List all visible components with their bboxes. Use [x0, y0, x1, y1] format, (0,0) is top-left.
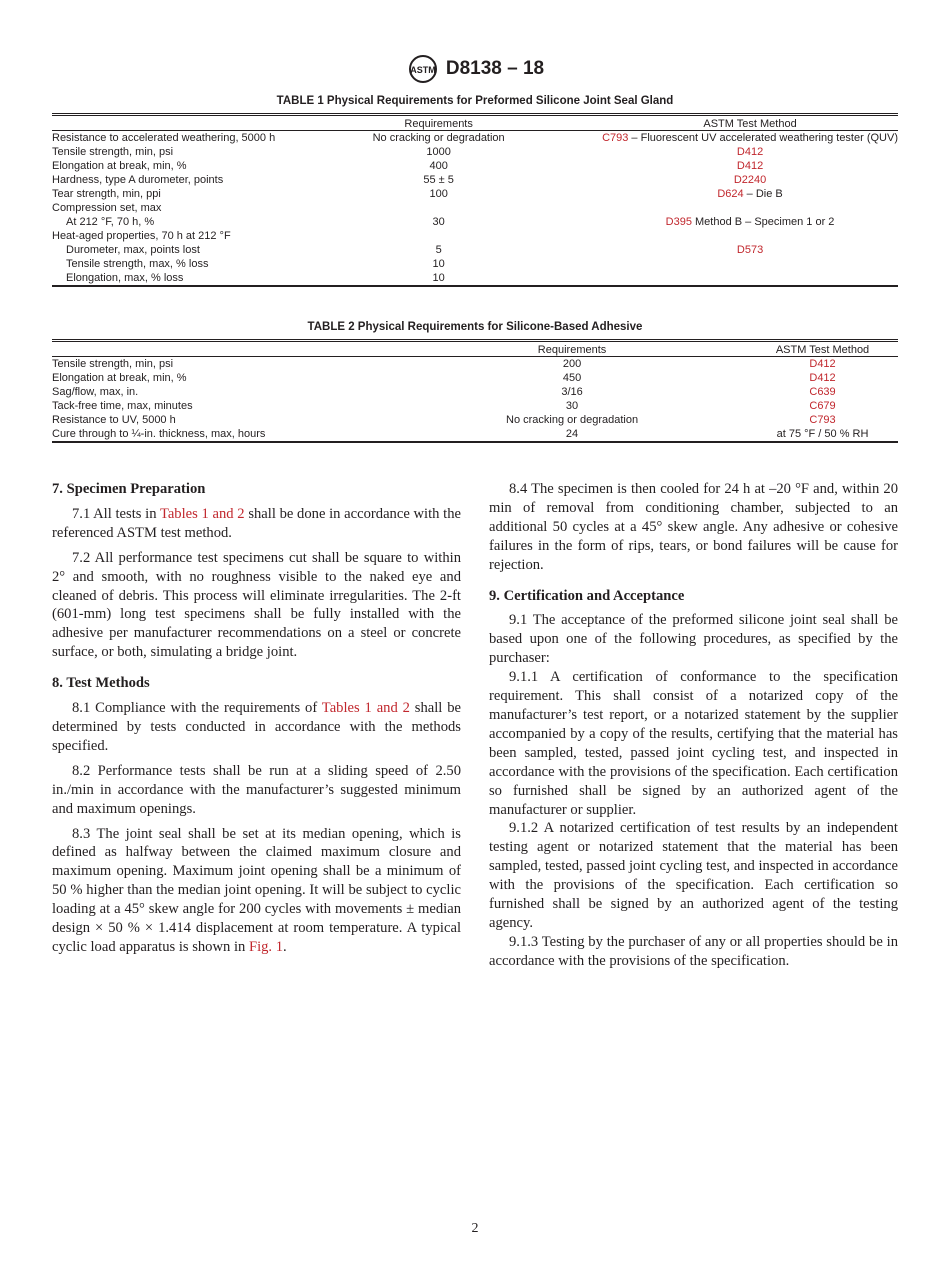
method-text: – Die B — [743, 188, 783, 200]
table-header — [52, 115, 275, 131]
row-label: Compression set, max — [52, 202, 162, 214]
row-label: Resistance to accelerated weathering, 5000 h — [52, 132, 276, 144]
paragraph: 9.1 The acceptance of the preformed silicone joint seal shall be based upon one of the following procedures, as specified by the purchaser: — [489, 612, 898, 667]
standard-link[interactable]: C793 — [809, 414, 836, 426]
table2-title: TABLE 2 Physical Requirements for Silicone-Based Adhesive — [307, 321, 643, 333]
section-heading: 8. Test Methods — [52, 675, 150, 692]
text: 8.1 Compliance with the requirements of — [72, 700, 322, 717]
test-method — [602, 271, 898, 286]
table-row — [52, 215, 898, 229]
paragraph: 9.1.1 A certification of conformance to the specification requirement. This shall consist of a notarized copy of the manufacturer’s test report, or a notarized statement by the supplier accompanied by a copy of the results, certifying that the material has been sampled, tested, passed joint cycling test, and inspected in accordance with the provisions of the specification. Each certification so furnished shall be signed by an authorized agent of the manufacturer or supplier. — [489, 669, 898, 818]
requirement-value: 30 — [565, 400, 579, 412]
test-method — [747, 371, 898, 385]
row-label: Cure through to ¼-in. thickness, max, hours — [52, 427, 397, 442]
left-column — [52, 480, 461, 963]
table-row — [52, 399, 898, 413]
test-method — [602, 131, 898, 146]
paragraph — [52, 699, 461, 756]
requirement-value: 30 — [432, 216, 445, 228]
row-label: Tack-free time, max, minutes — [52, 400, 193, 412]
table-header: Requirements — [275, 115, 602, 131]
row-label: Resistance to UV, 5000 h — [52, 414, 176, 426]
standard-link[interactable]: D412 — [736, 160, 764, 172]
paragraph: 9.1.2 A notarized certification of test results by an independent testing agent or notarized statement that the material has been sampled, tested, passed joint cycling test, and inspected in accordance with the provisions of the specification. Each certification so furnished shall be signed by an authorized agent of the testing agency. — [489, 820, 898, 931]
tables-link[interactable]: Tables 1 and 2 — [159, 505, 245, 522]
standard-link[interactable]: C679 — [809, 400, 836, 412]
test-method — [602, 159, 898, 173]
row-label: Elongation at break, min, % — [52, 372, 187, 384]
standard-link[interactable]: D395 — [665, 216, 692, 228]
requirement-value — [275, 201, 602, 215]
test-method — [747, 427, 898, 442]
row-label: Elongation at break, min, % — [52, 160, 187, 172]
method-text: at 75 °F / 50 % RH — [776, 428, 869, 440]
figure-link[interactable]: Fig. 1 — [248, 938, 284, 955]
table1 — [52, 113, 898, 287]
row-label: Tensile strength, min, psi — [52, 146, 174, 158]
test-method — [602, 173, 898, 187]
row-label: Hardness, type A durometer, points — [52, 174, 224, 186]
document-header — [0, 54, 950, 84]
text: 8.3 The joint seal shall be set at its median opening, which is defined as halfway between the claimed maximum closure and maximum opening. Maximum joint opening shall be a minimum of 50 % higher than the median joint opening. It will be subject to cyclic loading at a 45° skew angle for 200 cycles with movements ± median design × 50 % × 1.414 displacement at room temperature. A typical cyclic load apparatus is shown in — [52, 825, 461, 955]
table-row — [52, 357, 898, 372]
table-row — [52, 131, 898, 146]
table-row — [52, 201, 898, 215]
standard-link[interactable]: C793 — [602, 132, 629, 144]
page-number: 2 — [471, 1221, 479, 1236]
test-method — [747, 385, 898, 399]
table-row — [52, 187, 898, 201]
requirement-value: 3/16 — [561, 386, 583, 398]
right-column — [489, 480, 898, 977]
requirement-value: 1000 — [426, 146, 451, 158]
table-row — [52, 145, 898, 159]
row-label: Tensile strength, min, psi — [52, 358, 174, 370]
row-label: At 212 °F, 70 h, % — [66, 216, 155, 228]
svg-text:ASTM: ASTM — [410, 65, 436, 75]
row-label: Heat-aged properties, 70 h at 212 °F — [52, 230, 231, 242]
test-method — [602, 187, 898, 201]
table-row — [52, 159, 898, 173]
paragraph: 7.2 All performance test specimens cut shall be square to within 2° and smooth, with no roughness visible to the naked eye and cleaned of debris. This process will eliminate irregularities. The 2-ft (601-mm) long test specimens shall be fully installed with the adhesive per manufacturer recommendations on a steel or concrete surface, or both, simulating a bridge joint. — [52, 549, 461, 661]
text: 7.1 All tests in — [72, 505, 160, 522]
requirement-value: No cracking or degradation — [372, 132, 505, 144]
text: shall be determined by tests conducted in accordance with the methods specified. — [52, 700, 462, 754]
table-header: ASTM Test Method — [747, 341, 898, 357]
requirement-value — [275, 229, 602, 243]
table-row — [52, 243, 898, 257]
test-method — [602, 257, 898, 271]
text: shall be done in accordance with the referenced ASTM test method. — [52, 505, 461, 541]
requirement-value: No cracking or degradation — [506, 414, 639, 426]
section-heading: 7. Specimen Preparation — [52, 481, 206, 497]
requirement-value: 5 — [435, 244, 442, 256]
paragraph — [52, 825, 461, 957]
table-header — [52, 341, 397, 357]
row-label: Tear strength, min, ppi — [52, 188, 161, 200]
table-row — [52, 257, 898, 271]
row-label: Tensile strength, max, % loss — [66, 258, 209, 270]
tables-link[interactable]: Tables 1 and 2 — [321, 700, 410, 717]
section-heading: 9. Certification and Acceptance — [489, 587, 685, 604]
table-row — [52, 229, 898, 243]
requirement-value: 200 — [562, 358, 582, 370]
table1-title: TABLE 1 Physical Requirements for Preformed Silicone Joint Seal Gland — [276, 95, 674, 107]
paragraph: 8.4 The specimen is then cooled for 24 h at –20 °F and, within 20 min of removal from conditioning chamber, subjected to an additional 50 cycles at a 45° skew angle. Any adhesive or cohesive failures in the form of rips, tears, or bond failures will be cause for rejection. — [489, 481, 898, 573]
row-label: Elongation, max, % loss — [52, 271, 275, 286]
table-row — [52, 271, 898, 286]
test-method — [602, 145, 898, 159]
table-header: ASTM Test Method — [602, 115, 898, 131]
standard-link[interactable]: D412 — [736, 146, 764, 158]
row-label: Sag/flow, max, in. — [52, 386, 139, 398]
requirement-value: 10 — [275, 271, 602, 286]
test-method — [747, 413, 898, 427]
requirement-value: 55 ± 5 — [423, 174, 454, 186]
method-text: – Fluorescent UV accelerated weathering tester (QUV) — [628, 132, 898, 144]
test-method — [602, 201, 898, 215]
designation: D8138 – 18 — [445, 58, 545, 80]
test-method — [602, 215, 898, 229]
test-method — [747, 399, 898, 413]
requirement-value: 24 — [397, 427, 747, 442]
test-method — [602, 243, 898, 257]
astm-logo-icon — [406, 54, 440, 84]
text: . — [283, 938, 287, 955]
row-label: Durometer, max, points lost — [66, 244, 200, 256]
paragraph: 8.2 Performance tests shall be run at a sliding speed of 2.50 in./min in accordance with the manufacturer’s suggested minimum and maximum openings. — [52, 762, 461, 817]
standard-link[interactable]: D2240 — [733, 174, 767, 186]
test-method — [747, 357, 898, 372]
standard-link[interactable]: D573 — [736, 244, 764, 256]
table-header: Requirements — [397, 341, 747, 357]
paragraph — [52, 505, 461, 543]
table-row — [52, 371, 898, 385]
standard-link[interactable]: D412 — [809, 358, 836, 370]
requirement-value: 10 — [432, 258, 445, 270]
table-row — [52, 413, 898, 427]
table-row — [52, 173, 898, 187]
requirement-value: 450 — [562, 372, 582, 384]
standard-link[interactable]: C639 — [809, 386, 836, 398]
requirement-value: 100 — [429, 188, 448, 200]
table-row — [52, 385, 898, 399]
standard-link[interactable]: D412 — [809, 372, 836, 384]
test-method — [602, 229, 898, 243]
table2 — [52, 339, 898, 443]
table-row — [52, 427, 898, 442]
paragraph: 9.1.3 Testing by the purchaser of any or all properties should be in accordance with the provisions of the specification. — [489, 933, 898, 969]
standard-link[interactable]: D624 — [717, 188, 744, 200]
requirement-value: 400 — [429, 160, 448, 172]
method-text: Method B – Specimen 1 or 2 — [691, 216, 835, 228]
